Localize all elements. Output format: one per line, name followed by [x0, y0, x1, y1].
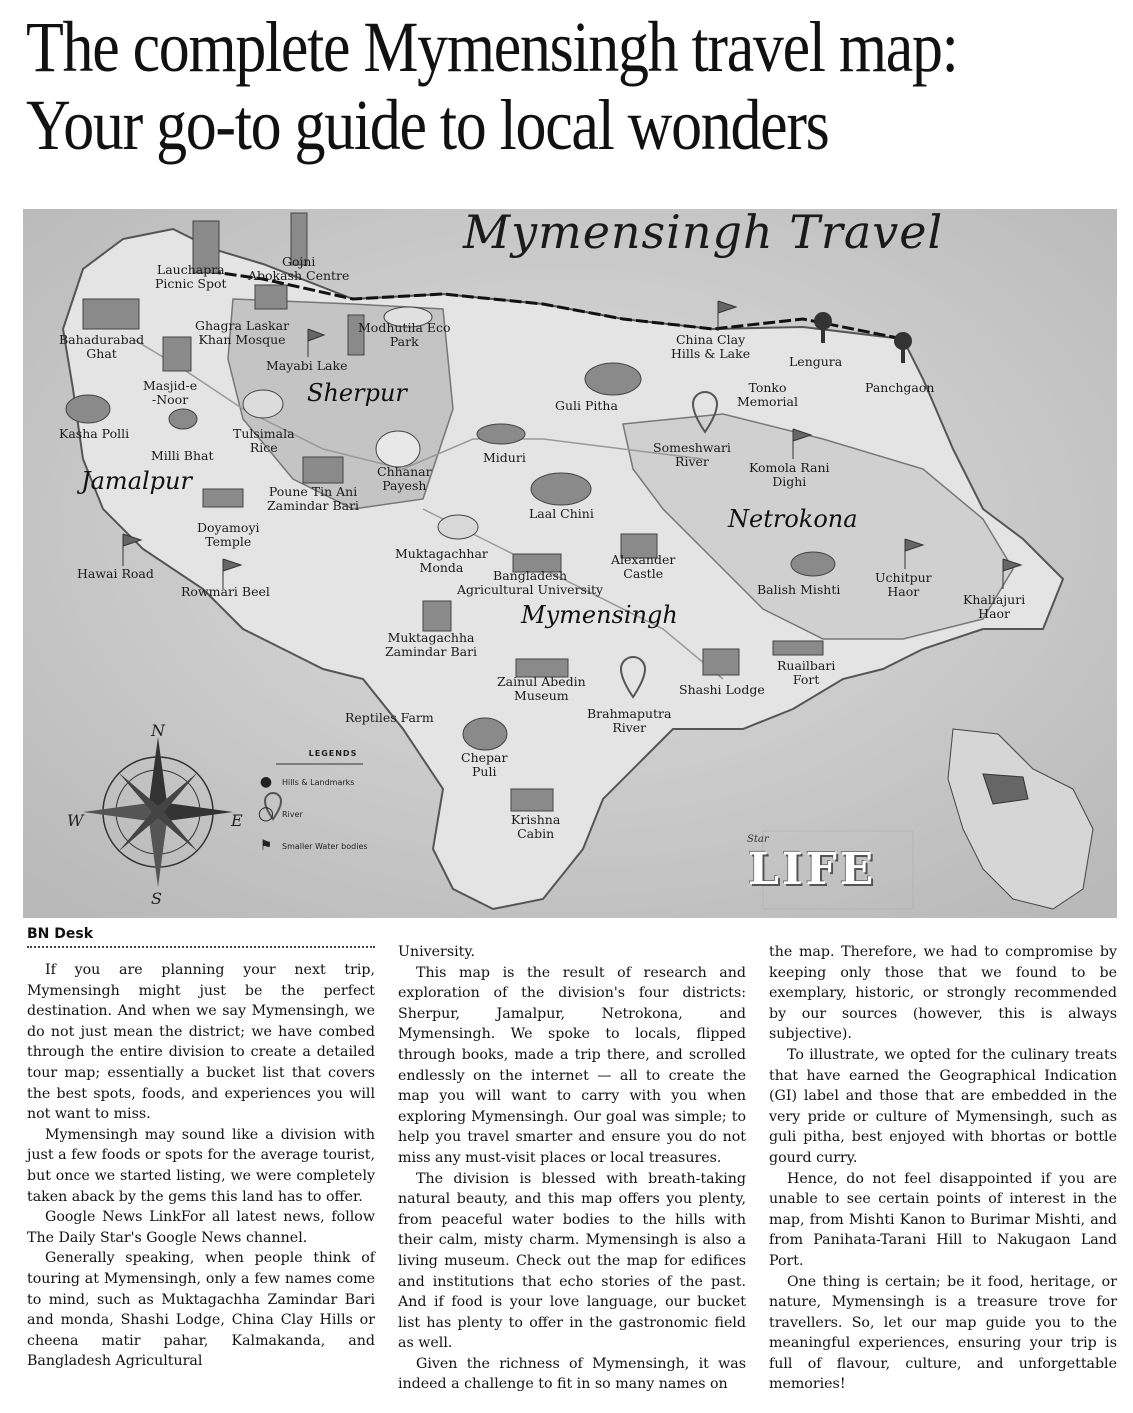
paragraph: If you are planning your next trip, Mymensingh might just be the perfect destination. And when we say Mymensingh, we do not just mean the district; we have combed through the entire division to create a detailed tour map; essentially a bucket list that covers the best spots, foods, and experiences you will not want to miss.: [27, 962, 375, 1123]
label-mayabi: Mayabi Lake: [266, 358, 348, 373]
pin-icon: ●: [259, 774, 273, 790]
brand-life-logo: LIFE: [748, 844, 877, 895]
brand-star: Star: [747, 834, 769, 845]
label-muktagachha: Muktagachha Zamindar Bari: [385, 630, 478, 659]
label-kasha: Kasha Polli: [59, 426, 130, 441]
headline-line-1: The complete Mymensingh travel map:: [26, 7, 958, 87]
map-legend: [258, 749, 408, 862]
paragraph: Generally speaking, when people think of touring at Mymensingh, only a few names come to mind, such as Muktagachha Zamindar Bari and monda, Shashi Lodge, China Clay Hills or cheena matir pahar, Kalmakanda, and Bangladesh Agricultural: [27, 1250, 375, 1370]
label-miduri: Miduri: [483, 450, 526, 465]
label-poune: Poune Tin Ani Zamindar Bari: [267, 484, 360, 513]
travel-map: [23, 209, 1117, 918]
label-bau: Bangladesh Agricultural University: [457, 568, 604, 597]
label-ruailbari: Ruailbari Fort: [777, 658, 836, 687]
label-milli: Milli Bhat: [151, 448, 214, 463]
label-alexander: Alexander Castle: [611, 552, 676, 581]
label-zainul: Zainul Abedin Museum: [497, 674, 586, 703]
label-tulsimala: Tulsimala Rice: [233, 426, 295, 455]
paragraph: This map is the result of research and exploration of the division's four districts: Sherpur, Jamalpur, Netrokona, and Mymensingh. We spoke to locals, flipped through books, made a trip there, and scrolled endlessly on the internet — all to create the map you will want to carry with you when exploring Mymensingh. Our goal was simple; to help you travel smarter and ensure you do not miss any must-visit places or local treasures.: [398, 964, 746, 1166]
legend-title: LEGENDS: [308, 749, 358, 758]
compass-east: E: [231, 811, 243, 830]
map-title: Mymensingh Travel: [463, 209, 944, 259]
district-jamalpur: Jamalpur: [81, 467, 192, 495]
label-muktagachhar: Muktagachhar Monda: [395, 546, 488, 575]
label-tonko: Tonko Memorial: [737, 380, 798, 409]
label-ghagra: Ghagra Laskar Khan Mosque: [195, 318, 290, 347]
label-someshwari: Someshwari River: [653, 440, 731, 469]
label-bahadurabad: Bahadurabad Ghat: [59, 332, 145, 361]
article-column-1: [27, 960, 375, 1372]
paragraph: The division is blessed with breath-taking natural beauty, and this map offers you plenty, from peaceful water bodies to the hills with their calm, misty charm. Mymensingh is also a living museum. Check out the map for edifices and institutions that echo stories of the past. And if food is your love language, our bucket list has plenty to offer in the gastronomic field as well.: [398, 1170, 746, 1352]
district-mymensingh: Mymensingh: [521, 601, 678, 629]
paragraph-continued: the map. Therefore, we had to compromise by keeping only those that we found to be exemplary, historic, or strongly recommended by our sources (however, this is always subjective).: [769, 944, 1117, 1043]
location-marker-icon: ◯: [258, 806, 274, 822]
label-hawai: Hawai Road: [77, 566, 154, 581]
label-khaliajuri: Khaliajuri Haor: [963, 592, 1026, 621]
label-masjid: Masjid-e -Noor: [143, 378, 198, 407]
label-panchgaon: Panchgaon: [865, 380, 935, 395]
paragraph-continued: University.: [398, 944, 475, 960]
label-gulipitha: Guli Pitha: [555, 398, 618, 413]
label-chhanar: Chhanar Payesh: [377, 464, 432, 493]
label-gojni: Gojni Abokash Centre: [248, 254, 350, 283]
headline: [26, 8, 963, 164]
label-laalchini: Laal Chini: [529, 506, 594, 521]
compass-north: N: [151, 721, 165, 740]
label-rowmari: Rowmari Beel: [181, 584, 270, 599]
label-reptiles: Reptiles Farm: [345, 710, 434, 725]
label-brahmaputra: Brahmaputra River: [587, 706, 672, 735]
paragraph: To illustrate, we opted for the culinary treats that have earned the Geographical Indication (GI) label and those that are embedded in the very pride or culture of Mymensingh, such as guli pitha, best enjoyed with bhortas or bottle gourd curry.: [769, 1046, 1117, 1166]
headline-line-2: Your go-to guide to local wonders: [26, 85, 829, 165]
label-lengura: Lengura: [789, 354, 843, 369]
compass-south: S: [151, 889, 162, 908]
label-doyamoyi: Doyamoyi Temple: [197, 520, 260, 549]
map-background: [23, 209, 1117, 918]
article-column-3: [769, 942, 1117, 1395]
paragraph: Hence, do not feel disappointed if you are unable to see certain points of interest in the map, from Mishti Kanon to Burimar Mishti, and from Panihata-Tarani Hill to Nakugaon Land Port.: [769, 1170, 1117, 1269]
paragraph: Mymensingh may sound like a division with just a few foods or spots for the average tourist, but once we started listing, we were completely taken aback by the gems this land has to offer.: [27, 1126, 375, 1205]
paragraph: Given the richness of Mymensingh, it was indeed a challenge to fit in so many names on: [398, 1355, 746, 1393]
label-chinaclay: China Clay Hills & Lake: [671, 332, 751, 361]
compass-west: W: [67, 811, 84, 830]
legend-item: Hills & Landmarks: [282, 777, 355, 787]
label-balish: Balish Mishti: [757, 582, 841, 597]
district-netrokona: Netrokona: [728, 505, 858, 533]
label-modhutila: Modhutila Eco Park: [358, 320, 451, 349]
legend-item: Smaller Water bodies: [282, 841, 368, 851]
label-shashi: Shashi Lodge: [679, 682, 765, 697]
paragraph: Google News LinkFor all latest news, follow The Daily Star's Google News channel.: [27, 1209, 375, 1246]
label-komola: Komola Rani Dighi: [749, 460, 830, 489]
label-lauchapra: Lauchapra Picnic Spot: [155, 262, 227, 291]
article-column-2: [398, 942, 746, 1395]
paragraph: One thing is certain; be it food, heritage, or nature, Mymensingh is a treasure trove for travellers. So, let our map guide you to the meaningful experiences, ensuring your trip is full of flavour, culture, and unforgettable memories!: [769, 1273, 1117, 1393]
label-chepar: Chepar Puli: [461, 750, 508, 779]
byline-divider: [27, 946, 375, 948]
label-uchitpur: Uchitpur Haor: [875, 570, 932, 599]
district-sherpur: Sherpur: [307, 379, 407, 407]
label-krishna: Krishna Cabin: [511, 812, 561, 841]
legend-item: River: [282, 809, 303, 819]
byline: BN Desk: [27, 926, 94, 942]
flag-icon: ⚑: [259, 838, 273, 854]
